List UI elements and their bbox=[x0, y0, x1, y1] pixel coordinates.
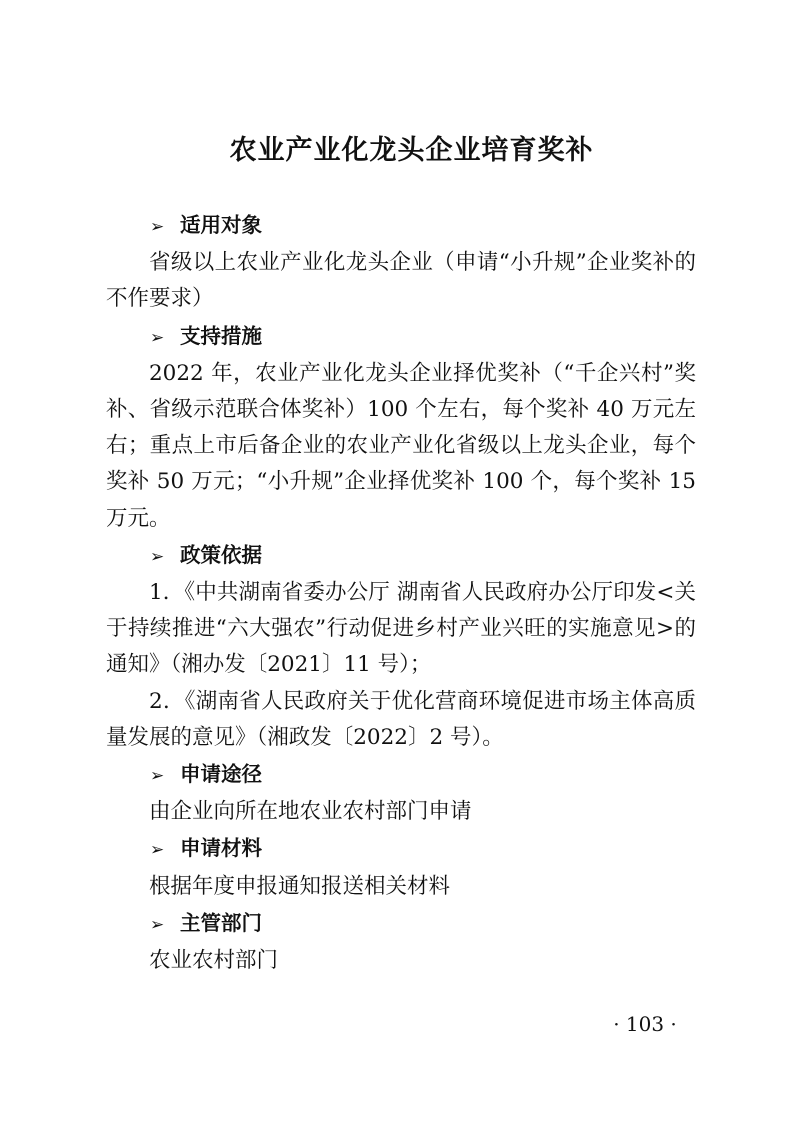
arrow-bullet-icon: ➢ bbox=[150, 217, 165, 237]
section-heading: 申请材料 bbox=[180, 836, 262, 861]
section-heading: 申请途径 bbox=[180, 762, 262, 787]
section-paragraph: 根据年度申报通知报送相关材料 bbox=[149, 873, 451, 899]
section-application-channel bbox=[106, 756, 696, 830]
section-heading: 支持措施 bbox=[180, 323, 262, 348]
page-title: 农业产业化龙头企业培育奖补 bbox=[229, 135, 594, 166]
section-paragraph: 2．《湖南省人民政府关于优化营商环境促进市场主体高质量发展的意见》（湘政发〔2022〕2 号）。 bbox=[106, 688, 696, 750]
arrow-bullet-icon: ➢ bbox=[150, 327, 165, 348]
arrow-bullet-icon: ➢ bbox=[150, 914, 165, 935]
section-heading: 政策依据 bbox=[180, 542, 262, 567]
arrow-bullet-icon: ➢ bbox=[150, 840, 165, 861]
section-paragraph: 2022 年，农业产业化龙头企业择优奖补（“千企兴村”奖补、省级示范联合体奖补）100 个左右，每个奖补 40 万元左右；重点上市后备企业的农业产业化省级以上龙头企业，每个奖补 50 万元；“小升规”企业择优奖补 100 个，每个奖补 15 万元。 bbox=[106, 360, 696, 531]
section-support-measures bbox=[106, 318, 696, 537]
section-policy-basis bbox=[106, 537, 696, 756]
section-paragraph: 省级以上农业产业化龙头企业（申请“小升规”企业奖补的不作要求） bbox=[106, 250, 696, 312]
section-paragraph: 农业农村部门 bbox=[149, 948, 279, 974]
section-paragraph: 由企业向所在地农业农村部门申请 bbox=[149, 799, 472, 825]
arrow-bullet-icon: ➢ bbox=[150, 766, 165, 787]
section-competent-department bbox=[106, 905, 696, 979]
section-heading: 适用对象 bbox=[180, 213, 262, 237]
document-body bbox=[106, 207, 696, 979]
section-applicable-objects bbox=[106, 207, 696, 318]
page-number: · 103 · bbox=[613, 1012, 677, 1036]
section-paragraph: 1．《中共湖南省委办公厅 湖南省人民政府办公厅印发<关于持续推进“六大强农”行动促进乡村产业兴旺的实施意见>的通知》（湘办发〔2021〕11 号）； bbox=[106, 580, 696, 678]
arrow-bullet-icon: ➢ bbox=[150, 546, 165, 567]
section-application-materials bbox=[106, 830, 696, 904]
section-heading: 主管部门 bbox=[180, 910, 262, 935]
